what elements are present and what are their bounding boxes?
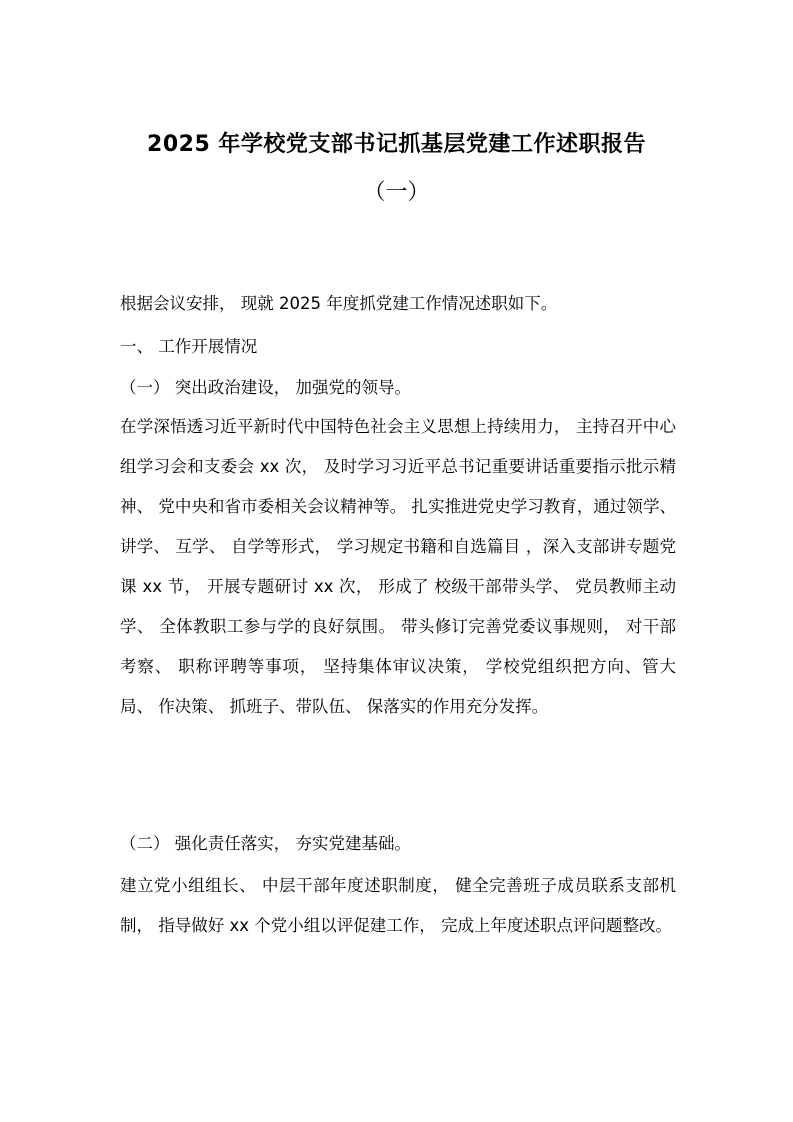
subsection-1-body: 在学深悟透习近平新时代中国特色社会主义思想上持续用力， 主持召开中心组学习会和支委会 xx 次， 及时学习习近平总书记重要讲话重要指示批示精神、 党中央和省市委相关会议精神等。 扎实推进党史学习教育，通过领学、 讲学、 互学、 自学等形式， 学习规定书籍和自选篇目 ，深入支部讲专题党课 xx 节， 开展专题研讨 xx 次， 形成了 校级干部带头学、 党员教师主动学、 全体教职工参与学的良好氛围。 带头修订完善党委议事规则， 对干部考察、 职称评聘等事项， 坚持集体审议决策， 学校党组织把方向、管大局、 作决策、 抓班子、带队伍、 保落实的作用充分发挥。 — [120, 417, 676, 716]
subsection-2-body: 建立党小组组长、 中层干部年度述职制度， 健全完善班子成员联系支部机制， 指导做好 xx 个党小组以评促建工作， 完成上年度述职点评问题整改。 — [120, 876, 676, 935]
document-title: 2025 年学校党支部书记抓基层党建工作述职报告 — [147, 132, 646, 157]
subsection-2-heading: （二） 强化责任落实， 夯实党建基础。 — [120, 834, 411, 853]
intro-paragraph: 根据会议安排， 现就 2025 年度抓党建工作情况述职如下。 — [120, 294, 558, 313]
section-1-heading: 一、 工作开展情况 — [120, 337, 258, 356]
subsection-1-heading: （一） 突出政治建设， 加强党的领导。 — [120, 378, 411, 397]
document-subtitle: （一） — [363, 180, 430, 205]
